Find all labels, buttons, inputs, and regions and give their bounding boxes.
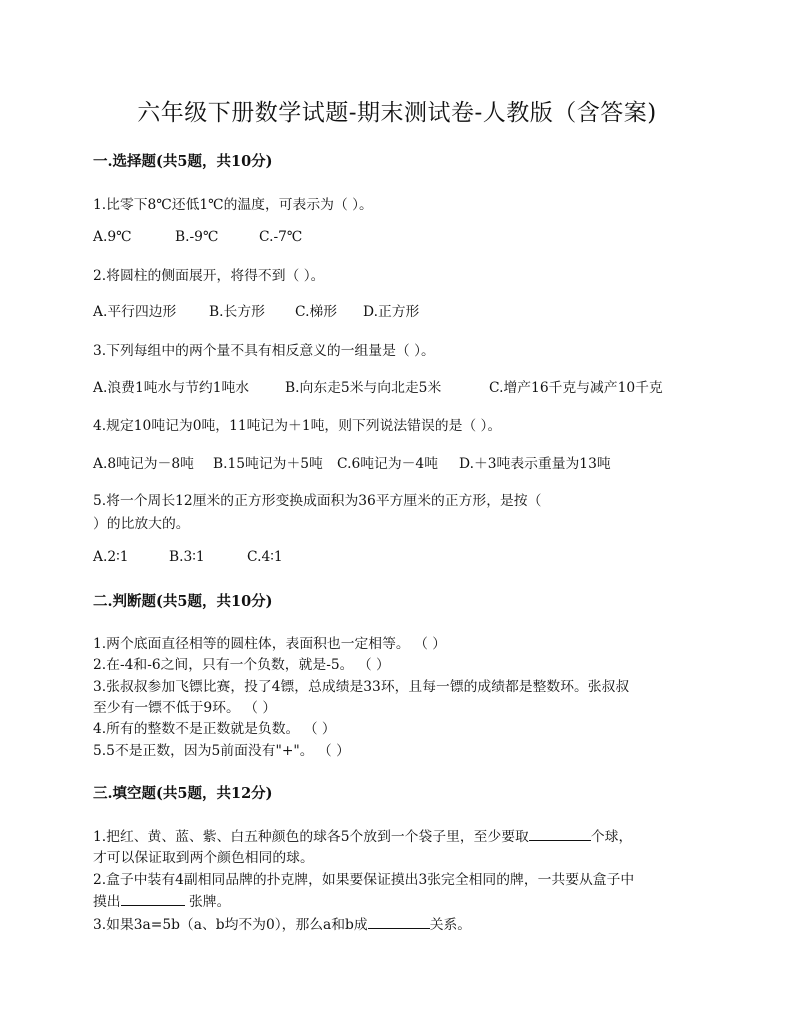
question-5-stem-line1: 5.将一个周长12厘米的正方形变换成面积为36平方厘米的正方形，是按（	[93, 493, 542, 509]
fill-blank[interactable]	[121, 891, 185, 906]
option-a: A.9℃	[93, 229, 132, 245]
option-c: C.增产16千克与减产10千克	[489, 380, 663, 396]
fill-2-line2	[93, 890, 230, 910]
fill-3-text-b: 关系。	[429, 917, 472, 933]
fill-1-text-a: 1.把红、黄、蓝、紫、白五种颜色的球各5个放到一个袋子里，至少要取	[93, 829, 529, 845]
fill-blank[interactable]	[529, 826, 591, 841]
question-1-options	[93, 229, 302, 245]
page-title: 六年级下册数学试题-期末测试卷-人教版（含答案)	[137, 100, 657, 126]
fill-1-line2: 才可以保证取到两个颜色相同的球。	[93, 850, 314, 866]
fill-blank[interactable]	[368, 914, 430, 929]
option-a: A.浪费1吨水与节约1吨水	[93, 380, 250, 396]
option-c: C.-7℃	[259, 229, 303, 245]
option-a: A.8吨记为－8吨	[93, 456, 194, 472]
fill-2-text-b: 张牌。	[184, 894, 231, 910]
option-a: A.2∶1	[93, 549, 129, 565]
fill-3-text-a: 3.如果3a=5b（a、b均不为0），那么a和b成	[93, 917, 368, 933]
option-d: D.正方形	[363, 304, 420, 320]
judge-3-line1: 3.张叔叔参加飞镖比赛，投了4镖，总成绩是33环，且每一镖的成绩都是整数环。张叔叔	[93, 679, 630, 695]
option-c: C.梯形	[295, 304, 338, 320]
question-5-stem-line2: ）的比放大的。	[93, 516, 190, 532]
option-b: B.向东走5米与向北走5米	[285, 380, 442, 396]
section-heading-fill: 三.填空题(共5题，共12分)	[93, 785, 273, 802]
fill-1-text-b: 个球，	[590, 829, 633, 845]
judge-5: 5.5不是正数，因为5前面没有"+"。 （ ）	[93, 743, 350, 759]
fill-2-text-a: 摸出	[93, 894, 121, 910]
option-c: C.4∶1	[247, 549, 283, 565]
option-b: B.-9℃	[175, 229, 219, 245]
judge-4: 4.所有的整数不是正数就是负数。 （ ）	[93, 721, 336, 737]
question-4-options	[93, 452, 611, 472]
question-3-stem: 3.下列每组中的两个量不具有相反意义的一组量是（ ）。	[93, 343, 435, 359]
option-a: A.平行四边形	[93, 304, 177, 320]
option-b: B.长方形	[209, 304, 265, 320]
section-heading-judge: 二.判断题(共5题，共10分)	[93, 593, 273, 610]
fill-2-line1: 2.盒子中装有4副相同品牌的扑克牌，如果要保证摸出3张完全相同的牌，一共要从盒子中	[93, 872, 635, 888]
question-3-options	[93, 376, 663, 396]
section-heading-choice: 一.选择题(共5题，共10分)	[93, 153, 273, 170]
judge-3-line2: 至少有一镖不低于9环。 （ ）	[93, 700, 277, 716]
question-2-stem: 2.将圆柱的侧面展开，将得不到（ ）。	[93, 268, 325, 284]
judge-1: 1.两个底面直径相等的圆柱体，表面积也一定相等。 （ ）	[93, 636, 447, 652]
question-5-options	[93, 549, 283, 565]
question-2-options	[93, 300, 419, 320]
question-1-stem: 1.比零下8℃还低1℃的温度，可表示为（ ）。	[93, 197, 373, 213]
option-c: C.6吨记为－4吨	[337, 456, 438, 472]
option-b: B.3∶1	[169, 549, 205, 565]
option-b: B.15吨记为＋5吨	[213, 456, 323, 472]
question-4-stem: 4.规定10吨记为0吨，11吨记为＋1吨，则下列说法错误的是（ ）。	[93, 418, 502, 434]
fill-3	[93, 913, 471, 933]
judge-2: 2.在-4和-6之间，只有一个负数，就是-5。 （ ）	[93, 657, 390, 673]
option-d: D.＋3吨表示重量为13吨	[459, 456, 611, 472]
fill-1-line1	[93, 825, 632, 845]
